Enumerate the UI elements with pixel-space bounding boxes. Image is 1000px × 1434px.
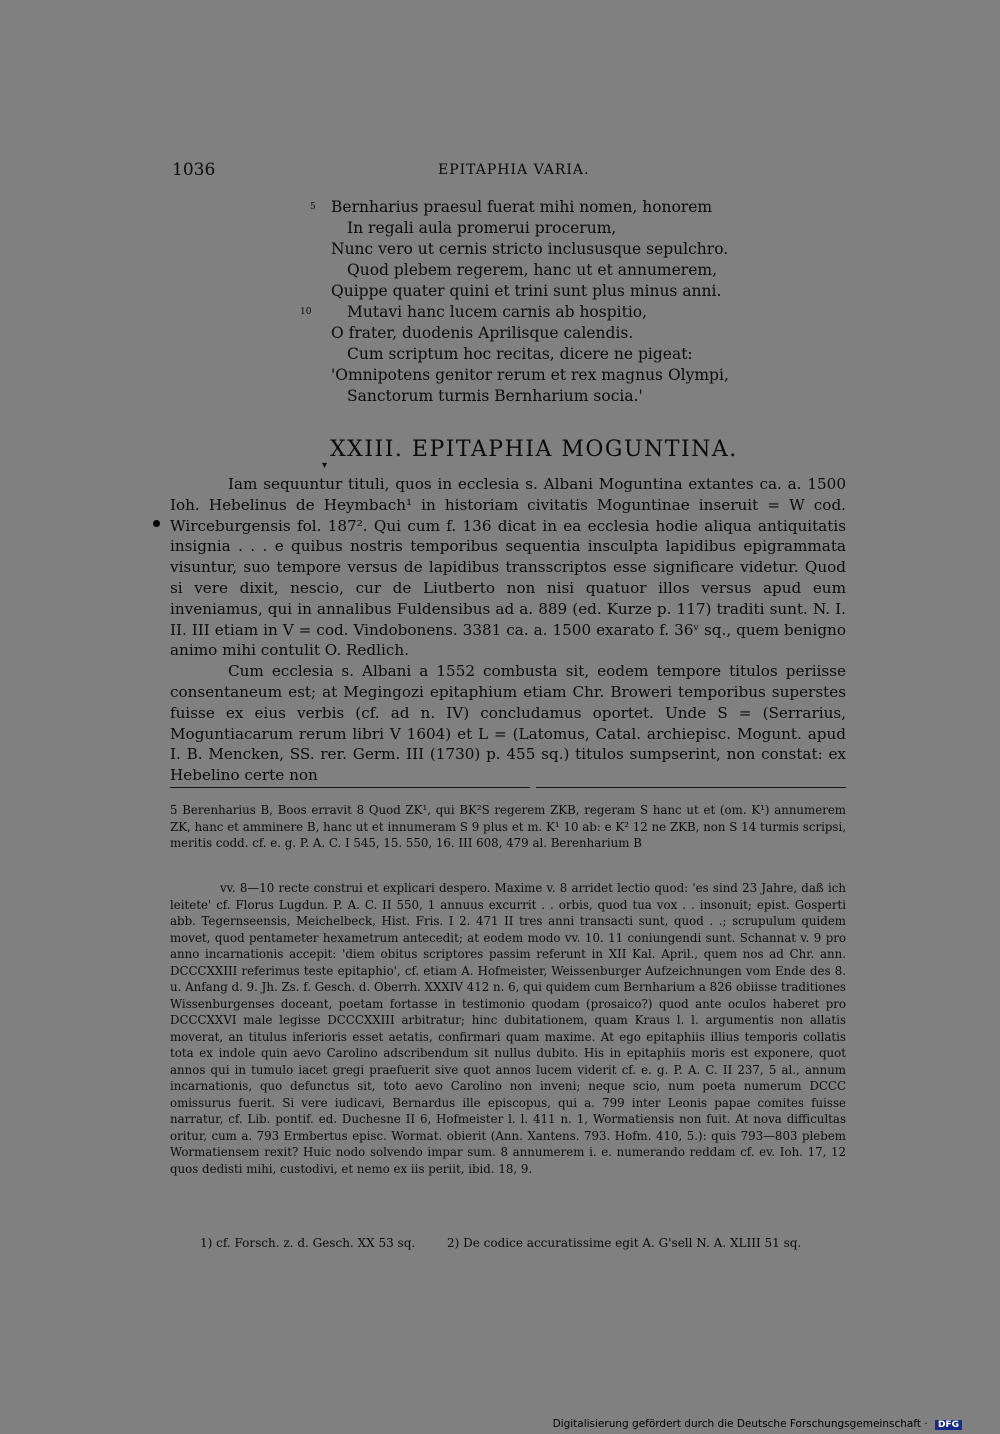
poem-line: [300, 324, 740, 345]
credit-text: Digitalisierung gefördert durch die Deutsche Forschungsgemeinschaft ·: [552, 1418, 928, 1430]
line-number: 10: [300, 307, 312, 317]
title-mark: ▾: [322, 460, 328, 471]
poem-line-text: Quippe quater quini et trini sunt plus minus anni.: [331, 282, 722, 300]
apparatus-text: 5 Berenharius B, Boos erravit 8 Quod ZK¹, qui BK²S regerem ZKB, regeram S hanc ut et (om. K¹) annumerem ZK, hanc et amminere B, hanc ut et innumeram S 9 plus et m. K¹ 10 ab: e K² 12 ne ZKB, non S 14 turmis scripsi, meritis codd. cf. e. g. P. A. C. I 545, 15. 550, 16. III 608, 479 al. Berenharium B: [170, 803, 846, 850]
poem-line: [300, 198, 740, 219]
rule-divider: [536, 787, 846, 788]
dfg-logo: DFG: [935, 1420, 962, 1430]
poem-line-text: Quod plebem regerem, hanc ut et annumerem,: [347, 261, 718, 279]
poem-line: [300, 387, 740, 408]
poem-line: [300, 345, 740, 366]
critical-apparatus: [170, 802, 846, 852]
poem-line: [300, 366, 740, 387]
poem-line: [300, 219, 740, 240]
poem-line-text: Sanctorum turmis Bernharium socia.': [347, 387, 643, 405]
poem-line: [300, 240, 740, 261]
commentary: [170, 880, 846, 1177]
footnote-2: 2) De codice accuratissime egit A. G'sell N. A. XLIII 51 sq.: [447, 1236, 802, 1250]
footnote-1: 1) cf. Forsch. z. d. Gesch. XX 53 sq.: [200, 1236, 416, 1250]
body-paragraph-2: Cum ecclesia s. Albani a 1552 combusta sit, eodem tempore titulos periisse consentaneum est; at Megingozi epitaphium etiam Chr. Broweri temporibus superstes fuisse ex eius verbis (cf. ad n. IV) concludamus oportet. Unde S = (Serrarius, Moguntiacarum rerum libri V 1604) et L = (Latomus, Catal. archiepisc. Mogunt. apud I. B. Mencken, SS. rer. Germ. III (1730) p. 455 sq.) titulos sumpserint, non constat: ex Hebelino certe non: [170, 662, 846, 785]
poem-line: [300, 282, 740, 303]
poem-line-text: Cum scriptum hoc recitas, dicere ne pigeat:: [347, 345, 693, 363]
poem-line: [300, 303, 740, 324]
body-text: [170, 474, 846, 786]
commentary-text: vv. 8—10 recte construi et explicari despero. Maxime v. 8 arridet lectio quod: 'es sind 23 Jahre, daß ich leitete' cf. Florus Lugdun. P. A. C. II 550, 1 annuus excurrit . . orbis, quod tua vox . . insonuit; epist. Gosperti abb. Tegernseensis, Meichelbeck, Hist. Fris. I 2. 471 II tres anni transacti sunt, quod . .; scrupulum quidem movet, quod pentameter hexametrum antecedit; at eodem modo vv. 10. 11 coniungendi sunt. Schannat v. 9 pro anno incarnationis accepit: 'diem obitus scriptores passim referunt in XII Kal. April., quem nos ad Chr. ann. DCCCXXIII referimus teste epitaphio', cf. etiam A. Hofmeister, Weissenburger Aufzeichnungen vom Ende des 8. u. Anfang d. 9. Jh. Zs. f. Gesch. d. Oberrh. XXXIV 412 n. 6, qui quidem cum Bernharium a 826 obiisse traditiones Wissenburgenses doceant, poetam fortasse in testimonio quodam (prosaico?) quod ante oculos haberet pro DCCCXXVI male legisse DCCCXXIII arbitratur; hinc dubitationem, quam Kraus l. l. argumentis non allatis moverat, an titulus inferioris esset aetatis, confirmari quam maxime. At ego epitaphiis illius temporis collatis tota ex indole quin aevo Carolino adscribendum sit nullus dubito. His in epitaphiis moris est exponere, quot annos qui in tumulo iacet gregi praefuerit sive quot annos lucem viderit cf. e. g. P. A. C. II 237, 5 al., annum incarnationis, quo defunctus sit, toto aevo Carolino non inveni; neque scio, num poeta numerum DCCC omissurus fuerit. Si vere iudicavi, Bernardus ille episcopus, qui a. 799 inter Leonis papae comites fuisse narratur, cf. Lib. pontif. ed. Duchesne II 6, Hofmeister l. l. 411 n. 1, Wormatiensis non fuit. At nova difficultas oritur, cum a. 793 Ermbertus episc. Wormat. obierit (Ann. Xantens. 793. Hofm. 410, 5.): quis 793—803 plebem Wormatiensem rexit? Huic nodo solvendo impar sum. 8 annumerem i. e. numerando reddam cf. ev. Ioh. 17, 12 quos dedisti mihi, custodivi, et nemo ex iis periit, ibid. 18, 9.: [170, 881, 846, 1176]
footnotes: [200, 1236, 801, 1250]
body-paragraph-1: Iam sequuntur tituli, quos in ecclesia s. Albani Moguntina extantes ca. a. 1500 Ioh. Hebelinus de Heymbach¹ in historiam civitatis Moguntinae inseruit = W cod. Wirceburgensis fol. 187². Qui cum f. 136 dicat in ea ecclesia hodie aliqua antiquitatis insignia . . . e quibus nostris temporibus sequentia insculpta lapidibus epigrammata visuntur, suo tempore versus de lapidibus transscriptos esse significare videtur. Quod si vere dixit, nescio, cur de Liutberto non nisi quatuor illos versus apud eum inveniamus, qui in annalibus Fuldensibus ad a. 889 (ed. Kurze p. 117) traditi sunt. N. I. II. III etiam in V = cod. Vindobonens. 3381 ca. a. 1500 exarato f. 36ᵛ sq., quem benigno animo mihi contulit O. Redlich.: [170, 475, 846, 660]
section-title: XXIII. EPITAPHIA MOGUNTINA.: [330, 437, 738, 462]
page-number: 1036: [172, 160, 216, 180]
line-number: 5: [310, 202, 316, 212]
poem-line-text: 'Omnipotens genitor rerum et rex magnus Olympi,: [331, 366, 729, 384]
poem-line-text: Mutavi hanc lucem carnis ab hospitio,: [347, 303, 648, 321]
running-head: EPITAPHIA VARIA.: [438, 162, 590, 178]
margin-bullet: [153, 520, 160, 527]
poem-line-text: Bernharius praesul fuerat mihi nomen, honorem: [331, 198, 713, 216]
rule-divider: [170, 787, 530, 788]
poem-line: [300, 261, 740, 282]
poem-line-text: O frater, duodenis Aprilisque calendis.: [331, 324, 634, 342]
poem-line-text: In regali aula promerui procerum,: [347, 219, 617, 237]
digitization-credit: [553, 1418, 962, 1430]
poem: [300, 198, 740, 408]
poem-line-text: Nunc vero ut cernis stricto inclususque sepulchro.: [331, 240, 729, 258]
